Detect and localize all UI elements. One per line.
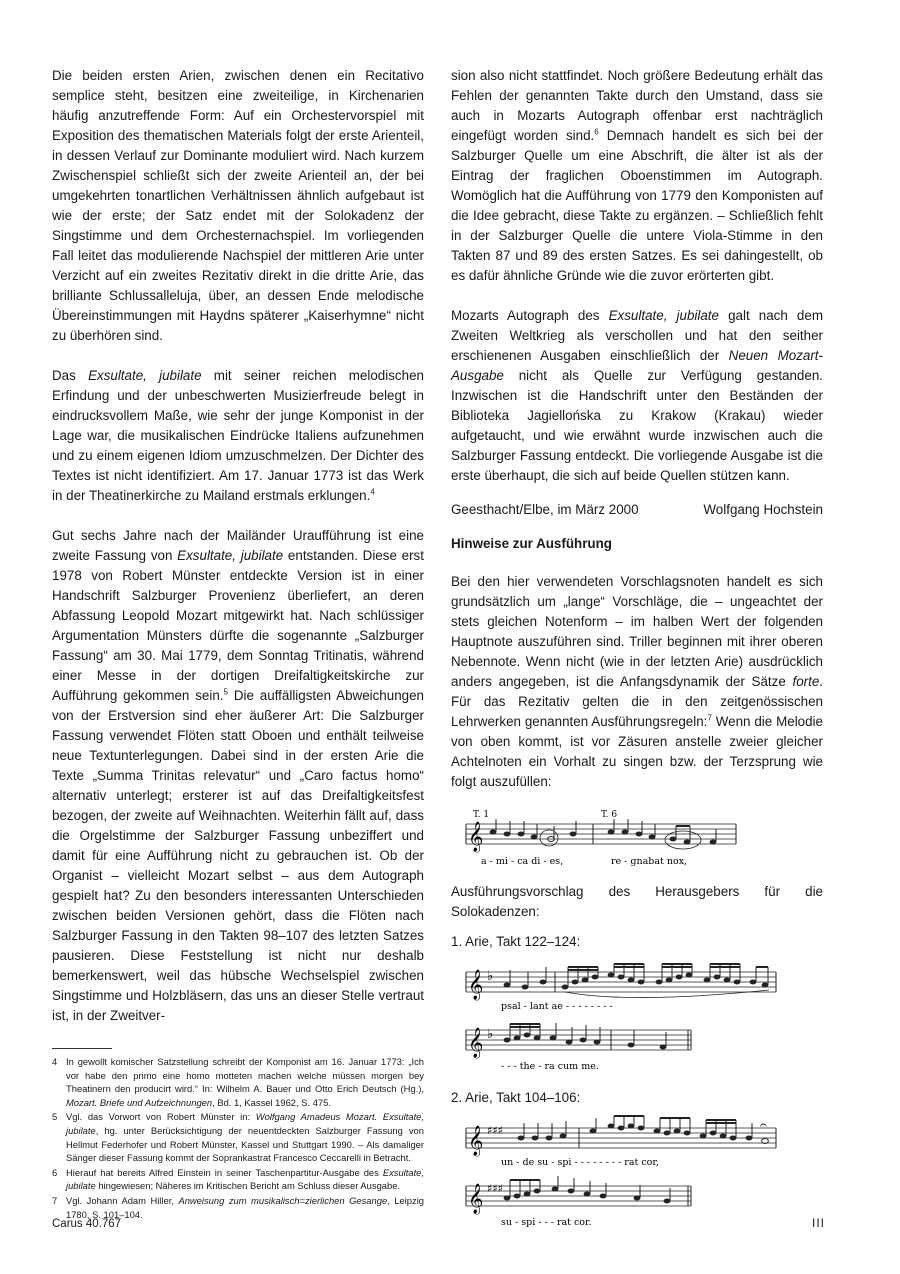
bar-number-label: T. 1 bbox=[473, 810, 490, 820]
aria-2-label: 2. Arie, Takt 104–106: bbox=[451, 1090, 581, 1105]
treble-clef-icon: 𝄞 bbox=[468, 1184, 484, 1214]
footnote-ref: 5 bbox=[223, 687, 228, 697]
work-title: Exsultate, jubilate bbox=[177, 548, 284, 563]
footnote-divider bbox=[52, 1048, 112, 1049]
text-run: Das bbox=[52, 368, 89, 383]
treble-clef-icon: 𝄞 bbox=[468, 970, 484, 1000]
paragraph-aria-form bbox=[52, 66, 424, 346]
text-run: hingewiesen; Näheres im Kritischen Bericht am Schluss dieser Ausgabe. bbox=[95, 1180, 401, 1192]
treble-clef-icon: 𝄞 bbox=[468, 1028, 484, 1058]
catalog-number: Carus 40.767 bbox=[52, 1218, 122, 1230]
flat-sign-icon: ♭ bbox=[487, 1027, 494, 1042]
signature-line bbox=[451, 500, 823, 520]
footnote-5 bbox=[52, 1110, 424, 1164]
text-run: , hg. unter Berücksichtigung der neuentdeckten Salzburger Fassung von Hellmut Federhofer und Robert Münster, Kassel und Stuttgart 1990. – Als damaliger Sänger dieser Fassung kommt der Soprankastrat Francesco Ceccarelli in Betracht. bbox=[66, 1124, 424, 1164]
text-run: . Für das Rezitativ gelten die in den zeitgenössischen Lehrwerken genannten Ausführungsregeln: bbox=[451, 674, 823, 729]
text-run: Hierauf hat bereits Alfred Einstein in seiner Taschenpartitur-Ausgabe des bbox=[66, 1166, 383, 1178]
footnotes bbox=[52, 1055, 424, 1221]
text-run: nicht als Quelle zur Verfügung gestanden. Inzwischen ist die Handschrift unter den Beständen der Biblioteka Jagiellońska zu Krakow (Krakau) wieder aufgetaucht, und wie erwähnt wurde inzwischen auch die Salzburger Fassung entdeckt. Die vorliegende Ausgabe ist die erste überhaupt, die sich auf beide Quellen stützen kann. bbox=[451, 368, 823, 483]
bar-number-label: T. 6 bbox=[601, 810, 618, 820]
paragraph-cadenza-intro: Ausführungsvorschlag des Herausgebers für die Solokadenzen: bbox=[451, 884, 823, 919]
text-run: In gewollt komischer Satzstellung schreibt der Komponist am 16. Januar 1773: „Ich vor habe den primo eine homo motteten machen welche müssen morgen bey Theatinern den producirt wird.“ In: Wilhelm A. Bauer und Otto Erich Deutsch (Hg.), bbox=[66, 1056, 424, 1095]
text-run: Vgl. Johann Adam Hiller, bbox=[66, 1194, 179, 1206]
treble-clef-icon: 𝄞 bbox=[468, 1126, 484, 1156]
flat-sign-icon: ♭ bbox=[487, 969, 494, 984]
citation-title: Mozart. Briefe und Aufzeichnungen bbox=[66, 1096, 213, 1108]
lyrics: - - - the - ra cum me. bbox=[501, 1061, 599, 1072]
notes bbox=[490, 819, 717, 845]
footnote-text bbox=[66, 1110, 424, 1164]
text-run: , Bd. 1, Kassel 1962, S. 475. bbox=[212, 1096, 331, 1108]
page-number: III bbox=[812, 1216, 826, 1230]
paragraph-missing-bars bbox=[451, 66, 823, 286]
parenthesis-marks bbox=[540, 830, 701, 849]
dynamic-term: forte bbox=[792, 674, 820, 689]
text-run: , Leipzig 1780, S. 101–104. bbox=[66, 1194, 425, 1220]
key-signature-sharps-icon: ♯♯♯ bbox=[487, 1182, 503, 1195]
aria-1-label: 1. Arie, Takt 122–124: bbox=[451, 934, 581, 949]
paragraph-premiere bbox=[52, 366, 424, 506]
lyrics: un - de su - spi - - - - - - - - rat cor, bbox=[501, 1157, 659, 1168]
footnote-number: 7 bbox=[52, 1194, 58, 1206]
text-run: Demnach handelt es sich bei der Salzburger Quelle um eine Abschrift, die älter ist als der Eintrag der fraglichen Oboenstimmen im Autograph. Womöglich hat die Aufführung von 1779 den Komponisten auf die Idee gebracht, diese Takte zu ergänzen. – Schließlich fehlt in der Salzburger Quelle die untere Viola-Stimme in den Takten 87 und 89 des ersten Satzes. Es sei dahingestellt, ob es dafür ähnliche Gründe wie die zuvor erörterten gibt. bbox=[451, 128, 823, 283]
text-run: Mozarts Autograph des bbox=[451, 308, 609, 323]
recitative-music-example bbox=[451, 802, 751, 870]
text-run: Wenn die Melodie von oben kommt, ist vor Zäsuren anstelle zweier gleicher Achtelnoten ein Vorhalt zu singen bzw. der Terzsprung wie folgt auszufüllen: bbox=[451, 714, 823, 789]
citation-title: Wolfgang Amadeus Mozart. Exsultate, jubilate bbox=[66, 1111, 424, 1136]
place-date: Geesthacht/Elbe, im März 2000 bbox=[451, 502, 639, 517]
footnote-text bbox=[66, 1166, 424, 1193]
footnote-number: 6 bbox=[52, 1166, 58, 1178]
edition-title: Neuen Mozart-Ausgabe bbox=[451, 348, 823, 383]
text-run: Die auffälligsten Abweichungen von der Erstversion sind eher äußerer Art: Die Salzburger Fassung verwendet Flöten statt Oboen und enthält teilweise neue Textunterlegungen. Dabei sind in der ersten Arie die Texte „Summa Trinitas relevatur“ und „Caro factus homo“ alternativ unterlegt; ersterer ist auf das Dreifaltigkeitsfest bezogen, der zweite auf Weihnachten. Weiterhin fällt auf, dass die Orgelstimme der Salzburger Fassung unbeziffert und damit für eine Aufführung nicht zu gebrauchen ist. Ob der Organist – vielleicht Mozart selbst – aus dem Autograph gespielt hat? Zu den besonders interessanten Unterschieden zwischen beiden Versionen gehört, dass die Flöten nach Salzburger Fassung in den Takten 98–107 des letzten Satzes pausieren. Diese Feststellung ist nicht nur deshalb bemerkenswert, weil das hübsche Wechselspiel zwischen Singstimme und Holzbläsern, das uns an dieser Stelle vertraut ist, in der Zweitver- bbox=[52, 688, 424, 1023]
text-run: mit seiner reichen melodischen Erfindung und der unbeschwerten Musizierfreude belegt in eindrucksvollem Maße, wie sehr der junge Komponist in der Lage war, die musikalischen Eindrücke Italiens aufzunehmen und zu einem eigenen Idiom umzuschmelzen. Der Dichter des Textes ist nicht identifiziert. Am 17. Januar 1773 ist das Werk in der Theatinerkirche zu Mailand erstmals erklungen. bbox=[52, 368, 424, 503]
text-run: entstanden. Diese erst 1978 von Robert Münster entdeckte Version ist in einer Handschrift Salzburger Provenienz überliefert, an deren Abfassung Leopold Mozart mitgewirkt hat. Nach schlüssiger Argumentation Münsters dürfte die sogenannte „Salzburger Fassung“ am 30. Mai 1779, dem Sonntag Tritinatis, während einer Messe in der dortigen Dreifaltigkeitskirche zur Aufführung gekommen sein. bbox=[52, 548, 424, 703]
lyrics: a - mi - ca di - es, bbox=[481, 856, 564, 867]
paragraph-performance-notes bbox=[451, 572, 823, 792]
paragraph-text: Die beiden ersten Arien, zwischen denen ein Recitativo semplice steht, besitzen eine zweiteilige, in Kirchenarien häufig anzutreffende Form: Auf ein Orchestervorspiel mit Exposition des thematischen Materials folgt der erste Arienteil, in dessen Verlauf zur Dominante moduliert wird. Nach kurzem Zwischenspiel schließt sich der zweite Arienteil an, der bei umgekehrten tonartlichen Verhältnissen ähnlich aufgebaut ist wie der erste; der Satz endet mit der Solokadenz der Singstimme und dem Orchesternachspiel. Im vorliegenden Fall leitet das modulierende Nachspiel der mittleren Arie unter Verzicht auf ein zweites Rezitativ direkt in die dritte Arie, das brilliante Schlussalleluja, über, an dessen Ende melodische Übereinstimmungen mit Haydns späterer „Kaiserhymne“ nicht zu überhören sind. bbox=[52, 68, 424, 343]
footnote-text bbox=[66, 1055, 424, 1109]
section-heading: Hinweise zur Ausführung bbox=[451, 536, 612, 551]
footnote-ref: 4 bbox=[370, 487, 375, 497]
treble-clef-icon: 𝄞 bbox=[468, 822, 484, 852]
key-signature-sharps-icon: ♯♯♯ bbox=[487, 1124, 503, 1137]
lyrics: su - spi - - - rat cor. bbox=[501, 1217, 592, 1228]
left-column bbox=[52, 66, 424, 1222]
footnote-ref: 7 bbox=[707, 713, 712, 723]
text-run: Bei den hier verwendeten Vorschlagsnoten handelt es sich grundsätzlich um „lange“ Vorschläge, die – ungeachtet der stets gleichen Notenform – im halben Wert der folgenden Hauptnote auszuführen sind. Triller beginnen mit ihrer oberen Nebennote. Wenn nicht (wie in der letzten Arie) ausdrücklich anders angegeben, ist die Anfangsdynamik der Sätze bbox=[451, 574, 823, 689]
citation-title: Exsultate, jubilate bbox=[66, 1166, 424, 1192]
author-name: Wolfgang Hochstein bbox=[703, 502, 823, 517]
footnote-6 bbox=[52, 1166, 424, 1193]
footnote-number: 4 bbox=[52, 1056, 58, 1067]
footnote-4 bbox=[52, 1055, 424, 1109]
footnote-number: 5 bbox=[52, 1111, 58, 1123]
lyrics: re - gnabat nox, bbox=[611, 856, 688, 867]
text-run: galt nach dem Zweiten Weltkrieg als verschollen und hat den seither erschienenen Ausgaben einschließlich der bbox=[451, 308, 823, 363]
text-run: Gut sechs Jahre nach der Mailänder Uraufführung ist eine zweite Fassung von bbox=[52, 528, 424, 563]
fermata-icon: 𝄐 bbox=[760, 1118, 767, 1132]
work-title: Exsultate, jubilate bbox=[88, 368, 202, 383]
citation-title: Anweisung zum musikalisch=zierlichen Gesange bbox=[178, 1194, 388, 1206]
text-run: sion also nicht stattfindet. Noch größere Bedeutung erhält das Fehlen der genannten Takte durch den Umstand, dass sie auch in Mozarts Autograph offenbar erst nachträglich eingefügt worden sind. bbox=[451, 68, 823, 143]
footnote-ref: 6 bbox=[594, 127, 599, 137]
work-title: Exsultate, jubilate bbox=[608, 308, 719, 323]
slur-marks bbox=[565, 990, 769, 998]
paragraph-autograph bbox=[451, 306, 823, 486]
right-column bbox=[451, 66, 826, 1244]
lyrics: psal - lant ae - - - - - - - - bbox=[501, 1001, 613, 1012]
paragraph-salzburg-version bbox=[52, 526, 424, 1026]
aria-2-cadenza bbox=[451, 1114, 781, 1232]
text-run: Vgl. das Vorwort von Robert Münster in: bbox=[66, 1111, 256, 1123]
aria-1-cadenza bbox=[451, 958, 781, 1076]
